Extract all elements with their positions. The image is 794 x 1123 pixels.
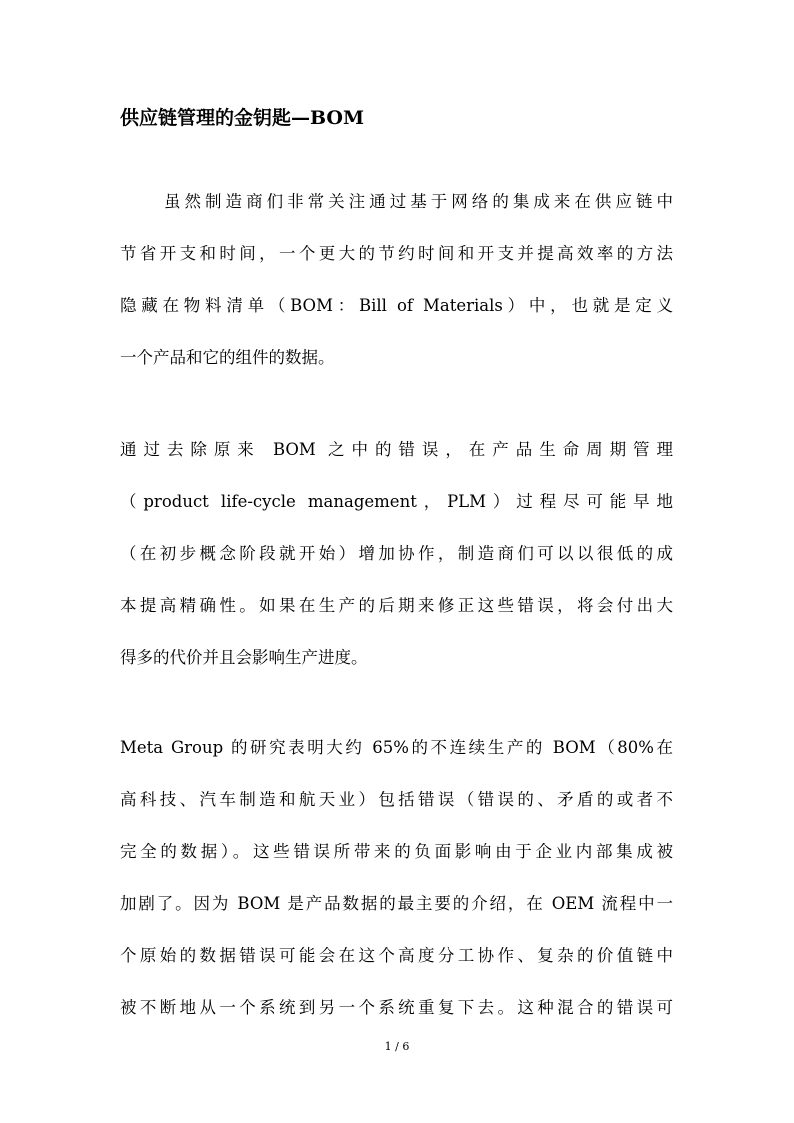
paragraph-3 — [120, 722, 673, 1034]
text-line: 加剧了。因为 BOM 是产品数据的最主要的介绍，在 OEM 流程中一 — [120, 894, 673, 913]
text-line: 高科技、汽车制造和航天业）包括错误（错误的、矛盾的或者不 — [120, 790, 673, 809]
paragraph-1 — [120, 176, 673, 384]
text-line: 节省开支和时间，一个更大的节约时间和开支并提高效率的方法 — [120, 244, 673, 263]
text-line: 一个产品和它的组件的数据。 — [120, 348, 335, 367]
text-line: 被不断地从一个系统到另一个系统重复下去。这种混合的错误可 — [120, 998, 673, 1017]
text-line: 得多的代价并且会影响生产进度。 — [120, 648, 368, 667]
text-line: （在初步概念阶段就开始）增加协作，制造商们可以以很低的成 — [120, 544, 673, 563]
text-line: 本提高精确性。如果在生产的后期来修正这些错误，将会付出大 — [120, 596, 673, 615]
paragraph-2 — [120, 424, 673, 684]
text-line: 完全的数据）。这些错误所带来的负面影响由于企业内部集成被 — [120, 842, 673, 861]
text-line: 隐藏在物料清单（BOM：Bill of Materials）中，也就是定义 — [120, 296, 673, 315]
text-line: 个原始的数据错误可能会在这个高度分工协作、复杂的价值链中 — [120, 946, 673, 965]
text-line: 通过去除原来 BOM 之中的错误，在产品生命周期管理 — [120, 440, 673, 459]
text-line: （product life-cycle management，PLM）过程尽可能早地 — [120, 492, 673, 511]
page-number: 1 / 6 — [384, 1040, 410, 1053]
document-title: 供应链管理的金钥匙—BOM — [120, 107, 364, 129]
text-line: Meta Group 的研究表明大约 65%的不连续生产的 BOM（80%在 — [120, 738, 673, 757]
text-line: 虽然制造商们非常关注通过基于网络的集成来在供应链中 — [164, 192, 673, 211]
